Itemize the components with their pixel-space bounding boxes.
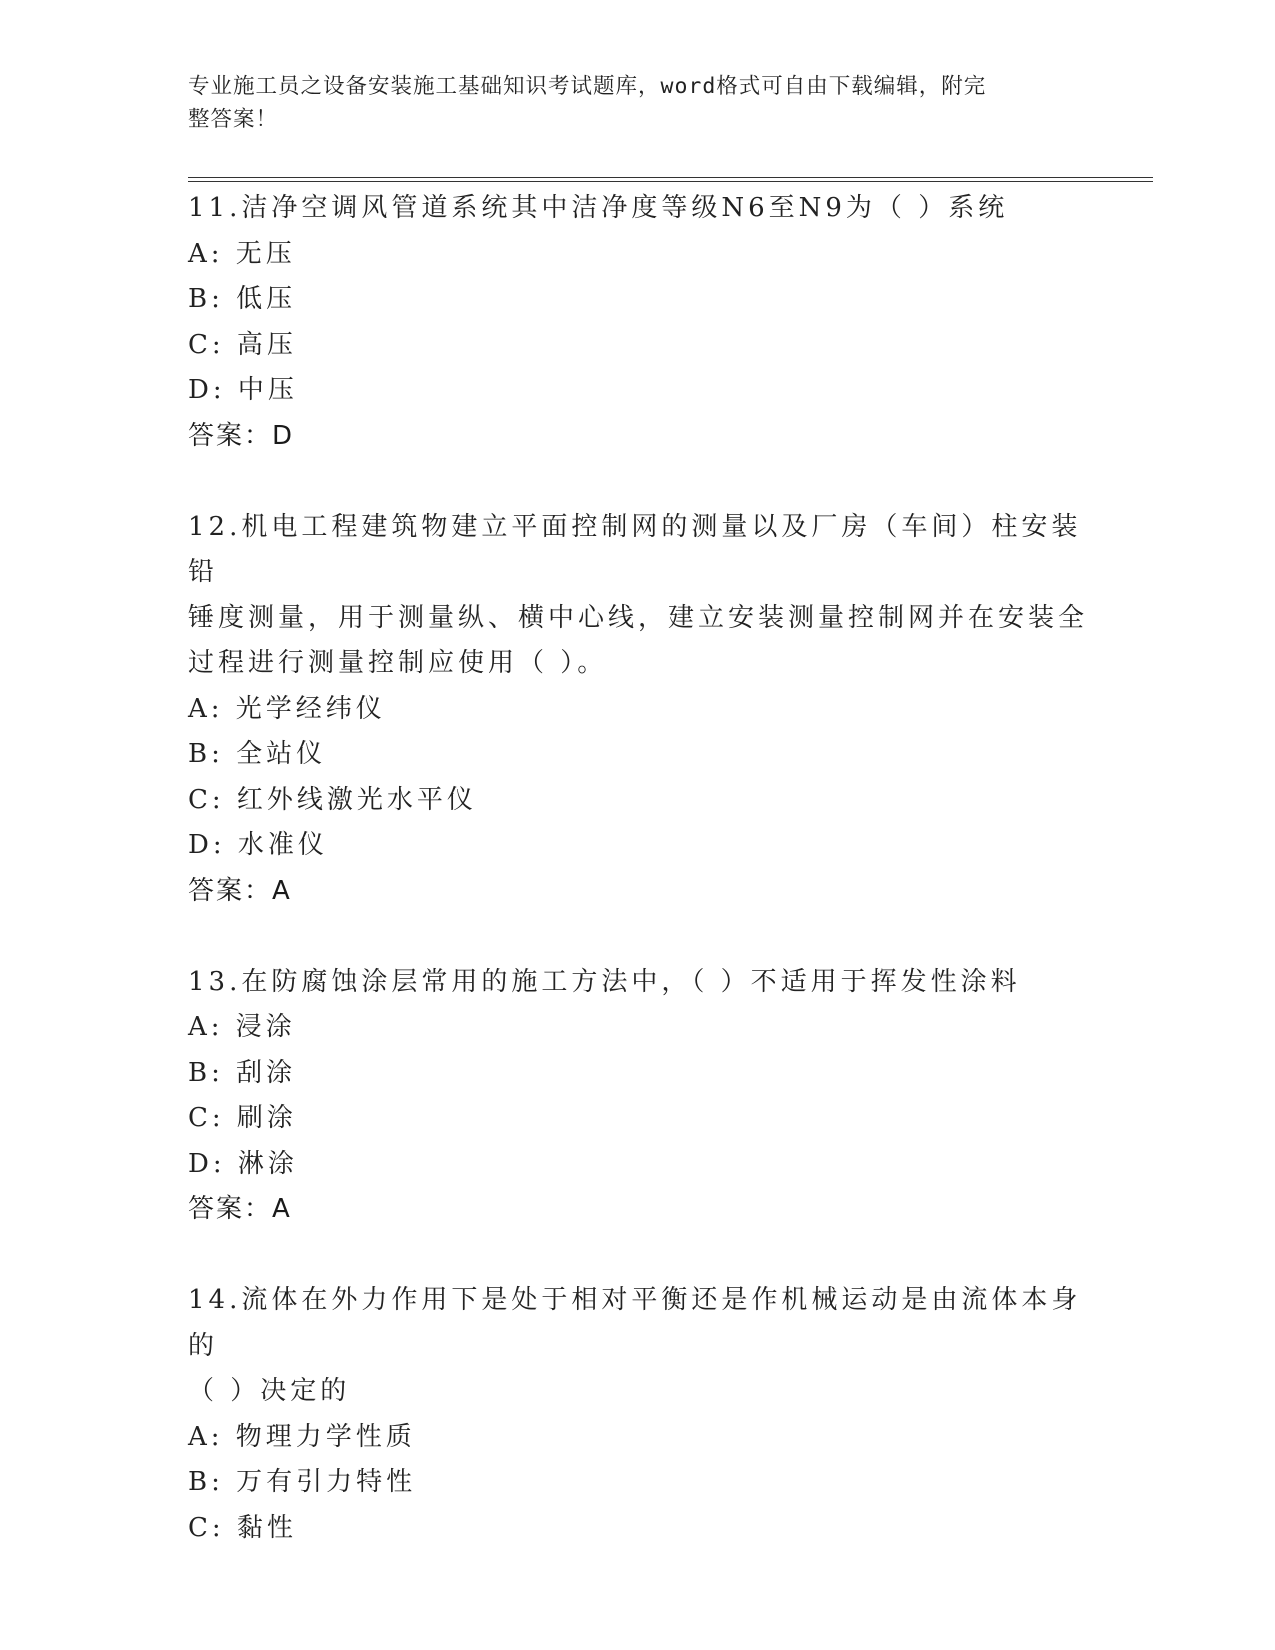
option-b: B: 低压 <box>188 284 297 314</box>
option-b: B: 万有引力特性 <box>188 1467 417 1497</box>
question-list <box>188 186 1088 1551</box>
document-header <box>188 70 1088 136</box>
question-text: 14.流体在外力作用下是处于相对平衡还是作机械运动是由流体本身的 <box>188 1285 1082 1361</box>
answer: 答案：A <box>188 1194 292 1224</box>
header-line-2: 整答案！ <box>188 107 279 132</box>
question-12 <box>188 505 1088 915</box>
header-divider-bottom <box>188 181 1153 182</box>
option-c: C: 黏性 <box>188 1512 297 1543</box>
option-b: B: 全站仪 <box>188 739 327 769</box>
question-14 <box>188 1278 1088 1551</box>
header-line-1: 专业施工员之设备安装施工基础知识考试题库，word格式可自由下载编辑，附完 <box>188 74 987 99</box>
option-b: B: 刮涂 <box>188 1057 297 1088</box>
answer: 答案：A <box>188 875 292 906</box>
spacer <box>188 914 1088 960</box>
option-a: A: 浸涂 <box>188 1012 296 1042</box>
question-text: 13.在防腐蚀涂层常用的施工方法中，（ ）不适用于挥发性涂料 <box>188 966 1021 997</box>
question-11 <box>188 186 1088 459</box>
option-c: C: 红外线激光水平仪 <box>188 784 477 815</box>
question-text: 锤度测量，用于测量纵、横中心线，建立安装测量控制网并在安装全 <box>188 602 1089 633</box>
answer: 答案：D <box>188 420 295 451</box>
option-a: A: 物理力学性质 <box>188 1421 416 1452</box>
option-d: D: 水准仪 <box>188 830 328 860</box>
option-a: A: 无压 <box>188 238 296 269</box>
question-text: （ ）决定的 <box>188 1376 351 1406</box>
question-text: 12.机电工程建筑物建立平面控制网的测量以及厂房（车间）柱安装铅 <box>188 511 1082 587</box>
option-c: C: 高压 <box>188 329 297 360</box>
option-c: C: 刷涂 <box>188 1103 297 1133</box>
option-a: A: 光学经纬仪 <box>188 693 386 724</box>
header-divider-top <box>188 177 1153 178</box>
spacer <box>188 459 1088 505</box>
option-d: D: 淋涂 <box>188 1148 298 1179</box>
question-13 <box>188 960 1088 1233</box>
question-text: 11.洁净空调风管道系统其中洁净度等级N6至N9为（ ）系统 <box>188 193 1009 223</box>
spacer <box>188 1233 1088 1279</box>
question-text: 过程进行测量控制应使用（ ）。 <box>188 648 608 678</box>
option-d: D: 中压 <box>188 375 298 405</box>
